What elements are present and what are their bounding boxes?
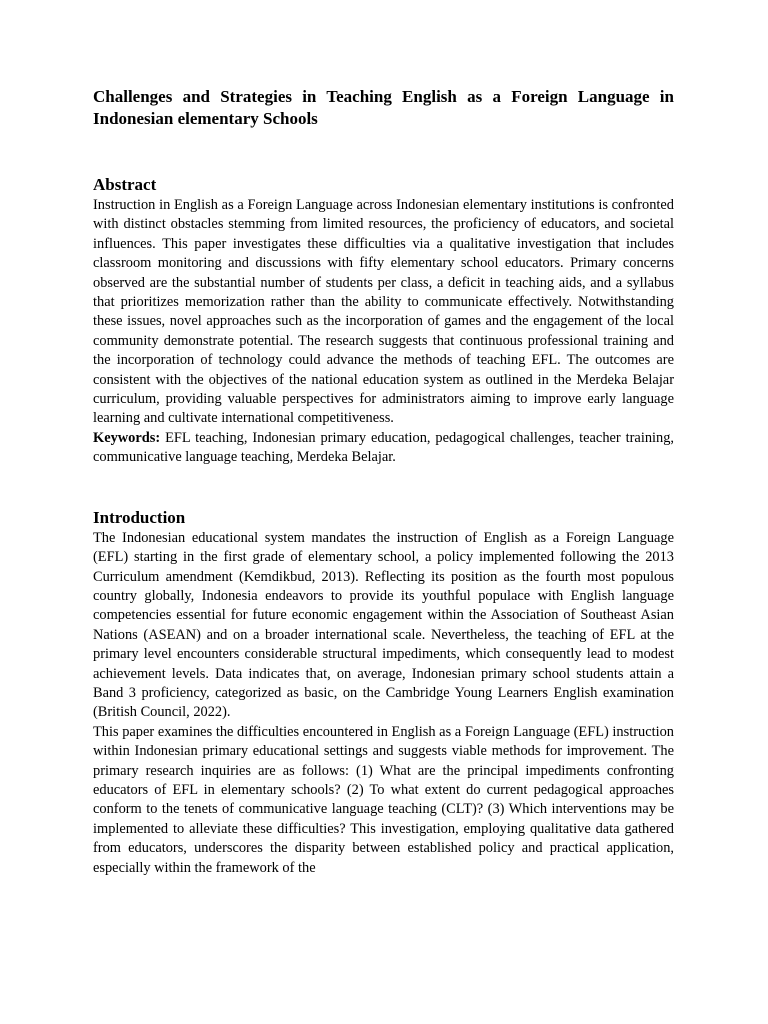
keywords-text: EFL teaching, Indonesian primary education, pedagogical challenges, teacher training, communicative language teaching, Merdeka Belajar. [93,429,674,466]
keywords-paragraph [93,429,674,468]
introduction-heading: Introduction [93,507,186,527]
introduction-paragraph-2: This paper examines the difficulties encountered in English as a Foreign Language (EFL) instruction within Indonesian primary educational settings and suggests viable methods for improvement. The primary research inquiries are as follows: (1) What are the principal impediments confronting educators of EFL in elementary schools? (2) To what extent do current pedagogical approaches conform to the tenets of communicative language teaching (CLT)? (3) Which interventions may be implemented to alleviate these difficulties? This investigation, employing qualitative data gathered from educators, underscores the disparity between established policy and practical application, especially within the framework of the [93,723,674,876]
paper-title: Challenges and Strategies in Teaching English as a Foreign Language in Indonesian elementary Schools [93,87,674,128]
abstract-text: Instruction in English as a Foreign Language across Indonesian elementary institutions is confronted with distinct obstacles stemming from limited resources, the proficiency of educators, and societal influences. This paper investigates these difficulties via a qualitative investigation that includes classroom monitoring and discussions with fifty elementary school educators. Primary concerns observed are the substantial number of students per class, a deficit in teaching aids, and a syllabus that prioritizes memorization rather than the ability to communicate effectively. Notwithstanding these issues, novel approaches such as the incorporation of games and the engagement of the local community demonstrate potential. The research suggests that continuous professional training and the incorporation of technology could advance the methods of teaching EFL. The outcomes are consistent with the objectives of the national education system as outlined in the Merdeka Belajar curriculum, providing valuable perspectives for administrators aiming to improve early language learning and cultivate international competitiveness. [93,197,674,427]
abstract-heading: Abstract [93,175,157,194]
keywords-label: Keywords: [93,429,161,446]
document-page [93,86,674,878]
introduction-paragraph-1: The Indonesian educational system mandates the instruction of English as a Foreign Language (EFL) starting in the first grade of elementary school, a policy implemented following the 2013 Curriculum amendment (Kemdikbud, 2013). Reflecting its position as the fourth most populous country globally, Indonesia endeavors to provide its youthful populace with English language competencies essential for future economic engagement within the Association of Southeast Asian Nations (ASEAN) and on a broader international scale. Nevertheless, the teaching of EFL at the primary level encounters considerable structural impediments, which consequently lead to modest achievement levels. Data indicates that, on average, Indonesian primary school students attain a Band 3 proficiency, categorized as basic, on the Cambridge Young Learners English examination (British Council, 2022). [93,529,674,721]
